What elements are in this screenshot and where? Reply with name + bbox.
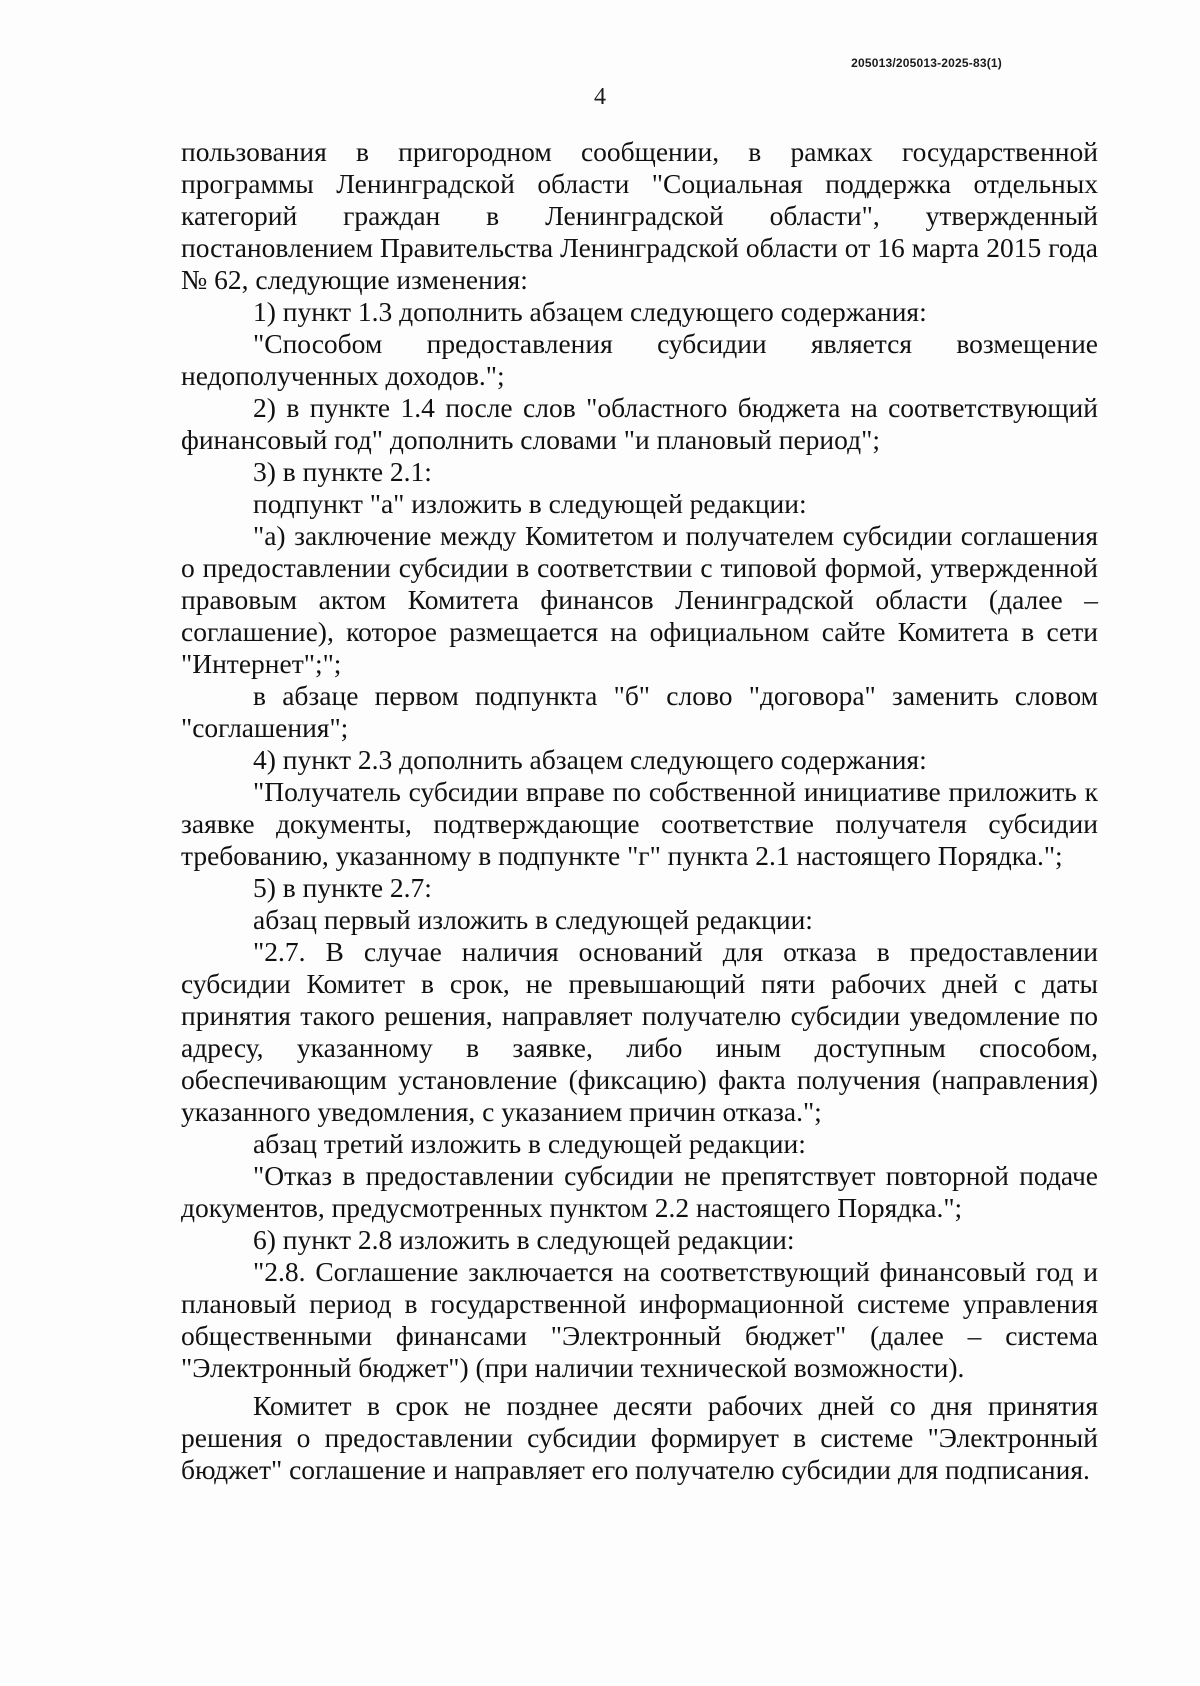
- paragraph: абзац третий изложить в следующей редакции:: [253, 1128, 806, 1159]
- paragraph: Комитет в срок не позднее десяти рабочих дней со дня принятия решения о предоставлении субсидии формирует в системе "Электронный бюджет" соглашение и направляет его получателю субсидии для подписания.: [181, 1390, 1098, 1485]
- paragraph: 5) в пункте 2.7:: [253, 872, 432, 903]
- paragraph: "Способом предоставления субсидии является возмещение недополученных доходов.";: [181, 328, 1098, 391]
- page-number: 4: [594, 84, 606, 110]
- paragraph: "Отказ в предоставлении субсидии не препятствует повторной подаче документов, предусмотренных пунктом 2.2 настоящего Порядка.";: [181, 1160, 1098, 1223]
- paragraph: подпункт "а" изложить в следующей редакции:: [253, 488, 807, 519]
- paragraph: "2.7. В случае наличия оснований для отказа в предоставлении субсидии Комитет в срок, не превышающий пяти рабочих дней с даты принятия такого решения, направляет получателю субсидии уведомление по адресу, указанному в заявке, либо иным доступным способом, обеспечивающим установление (фиксацию) факта получения (направления) указанного уведомления, с указанием причин отказа.";: [181, 936, 1098, 1127]
- paragraph: абзац первый изложить в следующей редакции:: [253, 904, 813, 935]
- document-code: 205013/205013-2025-83(1): [851, 56, 1002, 70]
- document-body: [181, 136, 1098, 1486]
- paragraph: пользования в пригородном сообщении, в рамках государственной программы Ленинградской области "Социальная поддержка отдельных категорий граждан в Ленинградской области", утвержденный постановлением Правительства Ленинградской области от 16 марта 2015 года № 62, следующие изменения:: [181, 136, 1098, 295]
- paragraph: "2.8. Соглашение заключается на соответствующий финансовый год и плановый период в государственной информационной системе управления общественными финансами "Электронный бюджет" (далее – система "Электронный бюджет") (при наличии технической возможности).: [181, 1256, 1098, 1383]
- paragraph: 4) пункт 2.3 дополнить абзацем следующего содержания:: [253, 744, 927, 775]
- paragraph: "Получатель субсидии вправе по собственной инициативе приложить к заявке документы, подтверждающие соответствие получателя субсидии требованию, указанному в подпункте "г" пункта 2.1 настоящего Порядка.";: [181, 776, 1098, 871]
- paragraph: "а) заключение между Комитетом и получателем субсидии соглашения о предоставлении субсидии в соответствии с типовой формой, утвержденной правовым актом Комитета финансов Ленинградской области (далее – соглашение), которое размещается на официальном сайте Комитета в сети "Интернет";";: [181, 520, 1098, 679]
- paragraph: 2) в пункте 1.4 после слов "областного бюджета на соответствующий финансовый год" дополнить словами "и плановый период";: [181, 392, 1098, 455]
- paragraph: 1) пункт 1.3 дополнить абзацем следующего содержания:: [253, 296, 927, 327]
- paragraph: 3) в пункте 2.1:: [253, 456, 432, 487]
- paragraph: 6) пункт 2.8 изложить в следующей редакции:: [253, 1224, 795, 1255]
- paragraph: в абзаце первом подпункта "б" слово "договора" заменить словом "соглашения";: [181, 680, 1098, 743]
